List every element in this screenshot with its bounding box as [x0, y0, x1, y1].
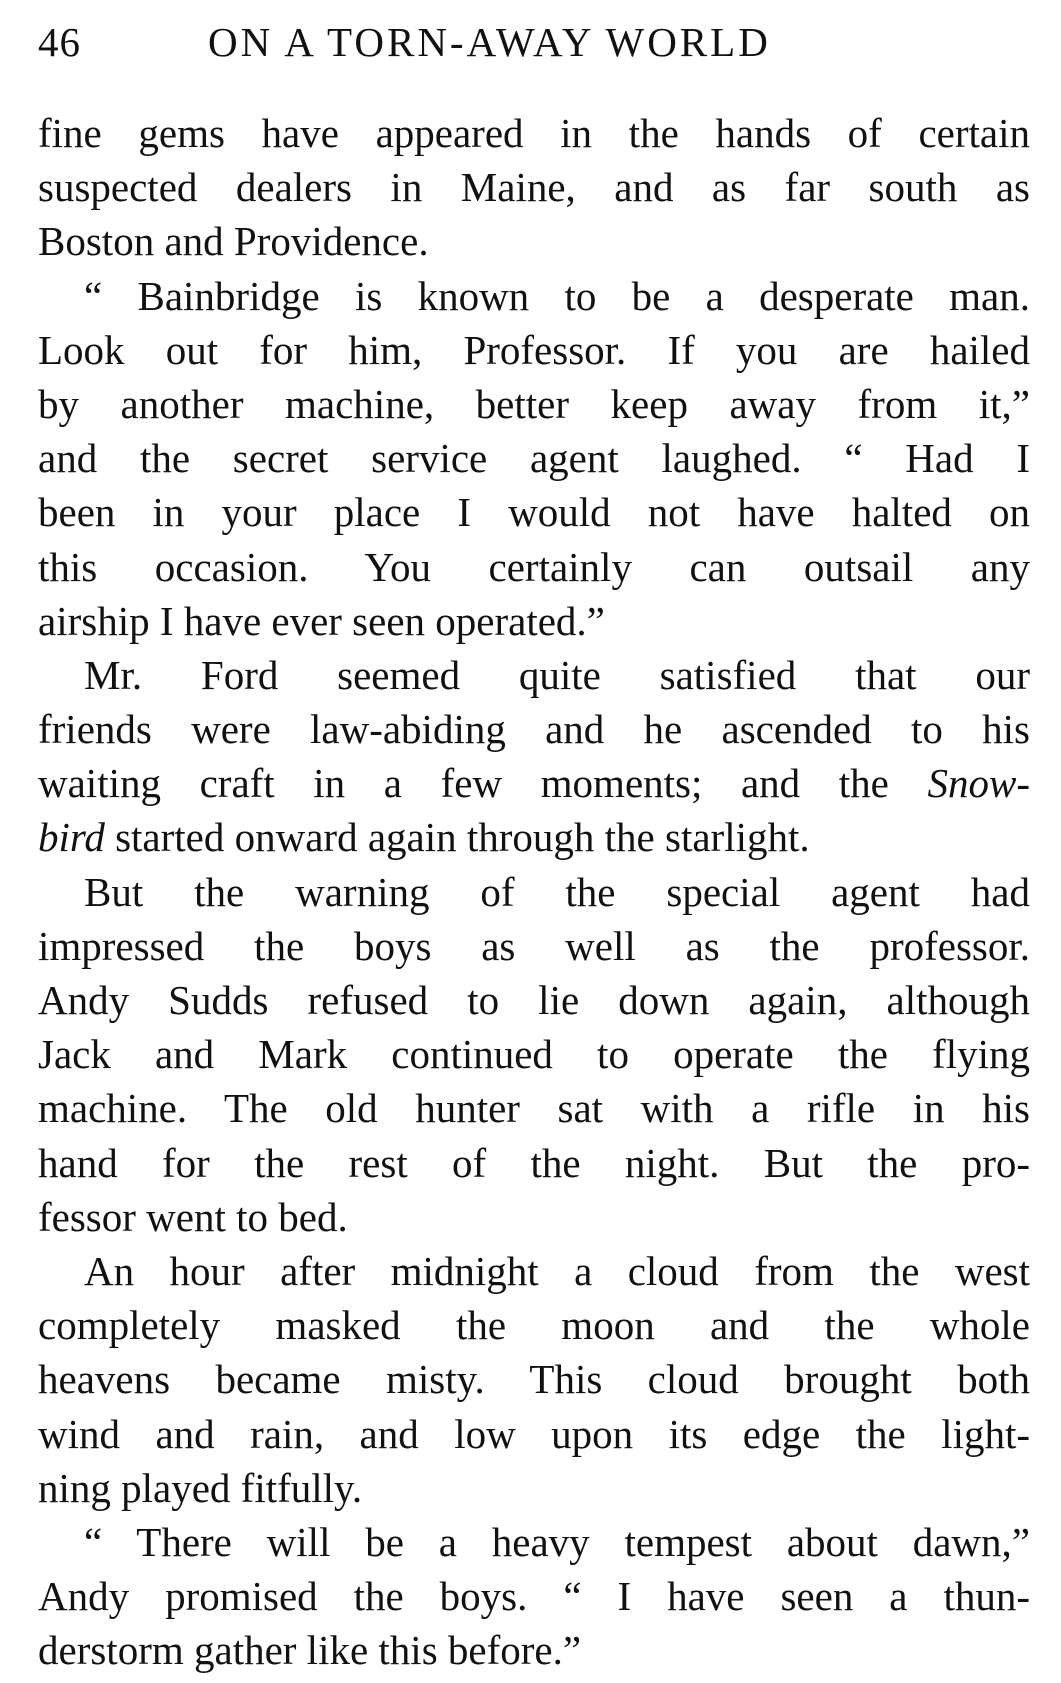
text-line: Jack and Mark continued to operate the flying — [38, 1031, 1030, 1078]
book-page — [38, 14, 1030, 1677]
text-line: “ Bainbridge is known to be a desperate man. — [84, 272, 1030, 319]
text-line: derstorm gather like this before.” — [38, 1627, 582, 1674]
text-line: Andy Sudds refused to lie down again, although — [38, 977, 1030, 1023]
running-title: ON A TORN-AWAY WORLD — [208, 19, 771, 65]
text-line: and the secret service agent laughed. “ Had I — [38, 435, 1030, 482]
text-line: bird started onward again through the starlight. — [38, 814, 810, 861]
text-line: fine gems have appeared in the hands of certain — [38, 110, 1030, 156]
text-line: heavens became misty. This cloud brought both — [38, 1356, 1030, 1403]
text-line: by another machine, better keep away from it,” — [38, 380, 1030, 427]
text-line: impressed the boys as well as the professor. — [38, 922, 1030, 969]
text-line: wind and rain, and low upon its edge the light- — [38, 1410, 1030, 1457]
text-line: hand for the rest of the night. But the pro- — [38, 1139, 1030, 1186]
text-line: But the warning of the special agent had — [84, 868, 1030, 915]
text-line: completely masked the moon and the whole — [38, 1302, 1030, 1349]
running-head — [38, 14, 1030, 70]
text-line: waiting craft in a few moments; and the Snow- — [38, 760, 1030, 807]
text-line: Boston and Providence. — [38, 218, 429, 265]
text-line: ning played fitfully. — [38, 1464, 363, 1511]
text-line: fessor went to bed. — [38, 1193, 348, 1240]
text-line: suspected dealers in Maine, and as far south as — [38, 164, 1030, 211]
text-line: this occasion. You certainly can outsail any — [38, 543, 1030, 590]
text-line: Andy promised the boys. “ I have seen a thun- — [38, 1573, 1030, 1620]
text-line: been in your place I would not have halted on — [38, 489, 1030, 536]
body-text — [38, 106, 1030, 1677]
text-line: Look out for him, Professor. If you are hailed — [38, 326, 1030, 373]
text-line: friends were law-abiding and he ascended to his — [38, 706, 1030, 753]
page-number: 46 — [38, 19, 81, 65]
text-line: machine. The old hunter sat with a rifle in his — [38, 1085, 1030, 1132]
text-line: airship I have ever seen operated.” — [38, 597, 605, 644]
text-line: “ There will be a heavy tempest about dawn,” — [84, 1518, 1030, 1565]
text-line: An hour after midnight a cloud from the west — [84, 1247, 1030, 1294]
text-line: Mr. Ford seemed quite satisfied that our — [84, 651, 1030, 698]
